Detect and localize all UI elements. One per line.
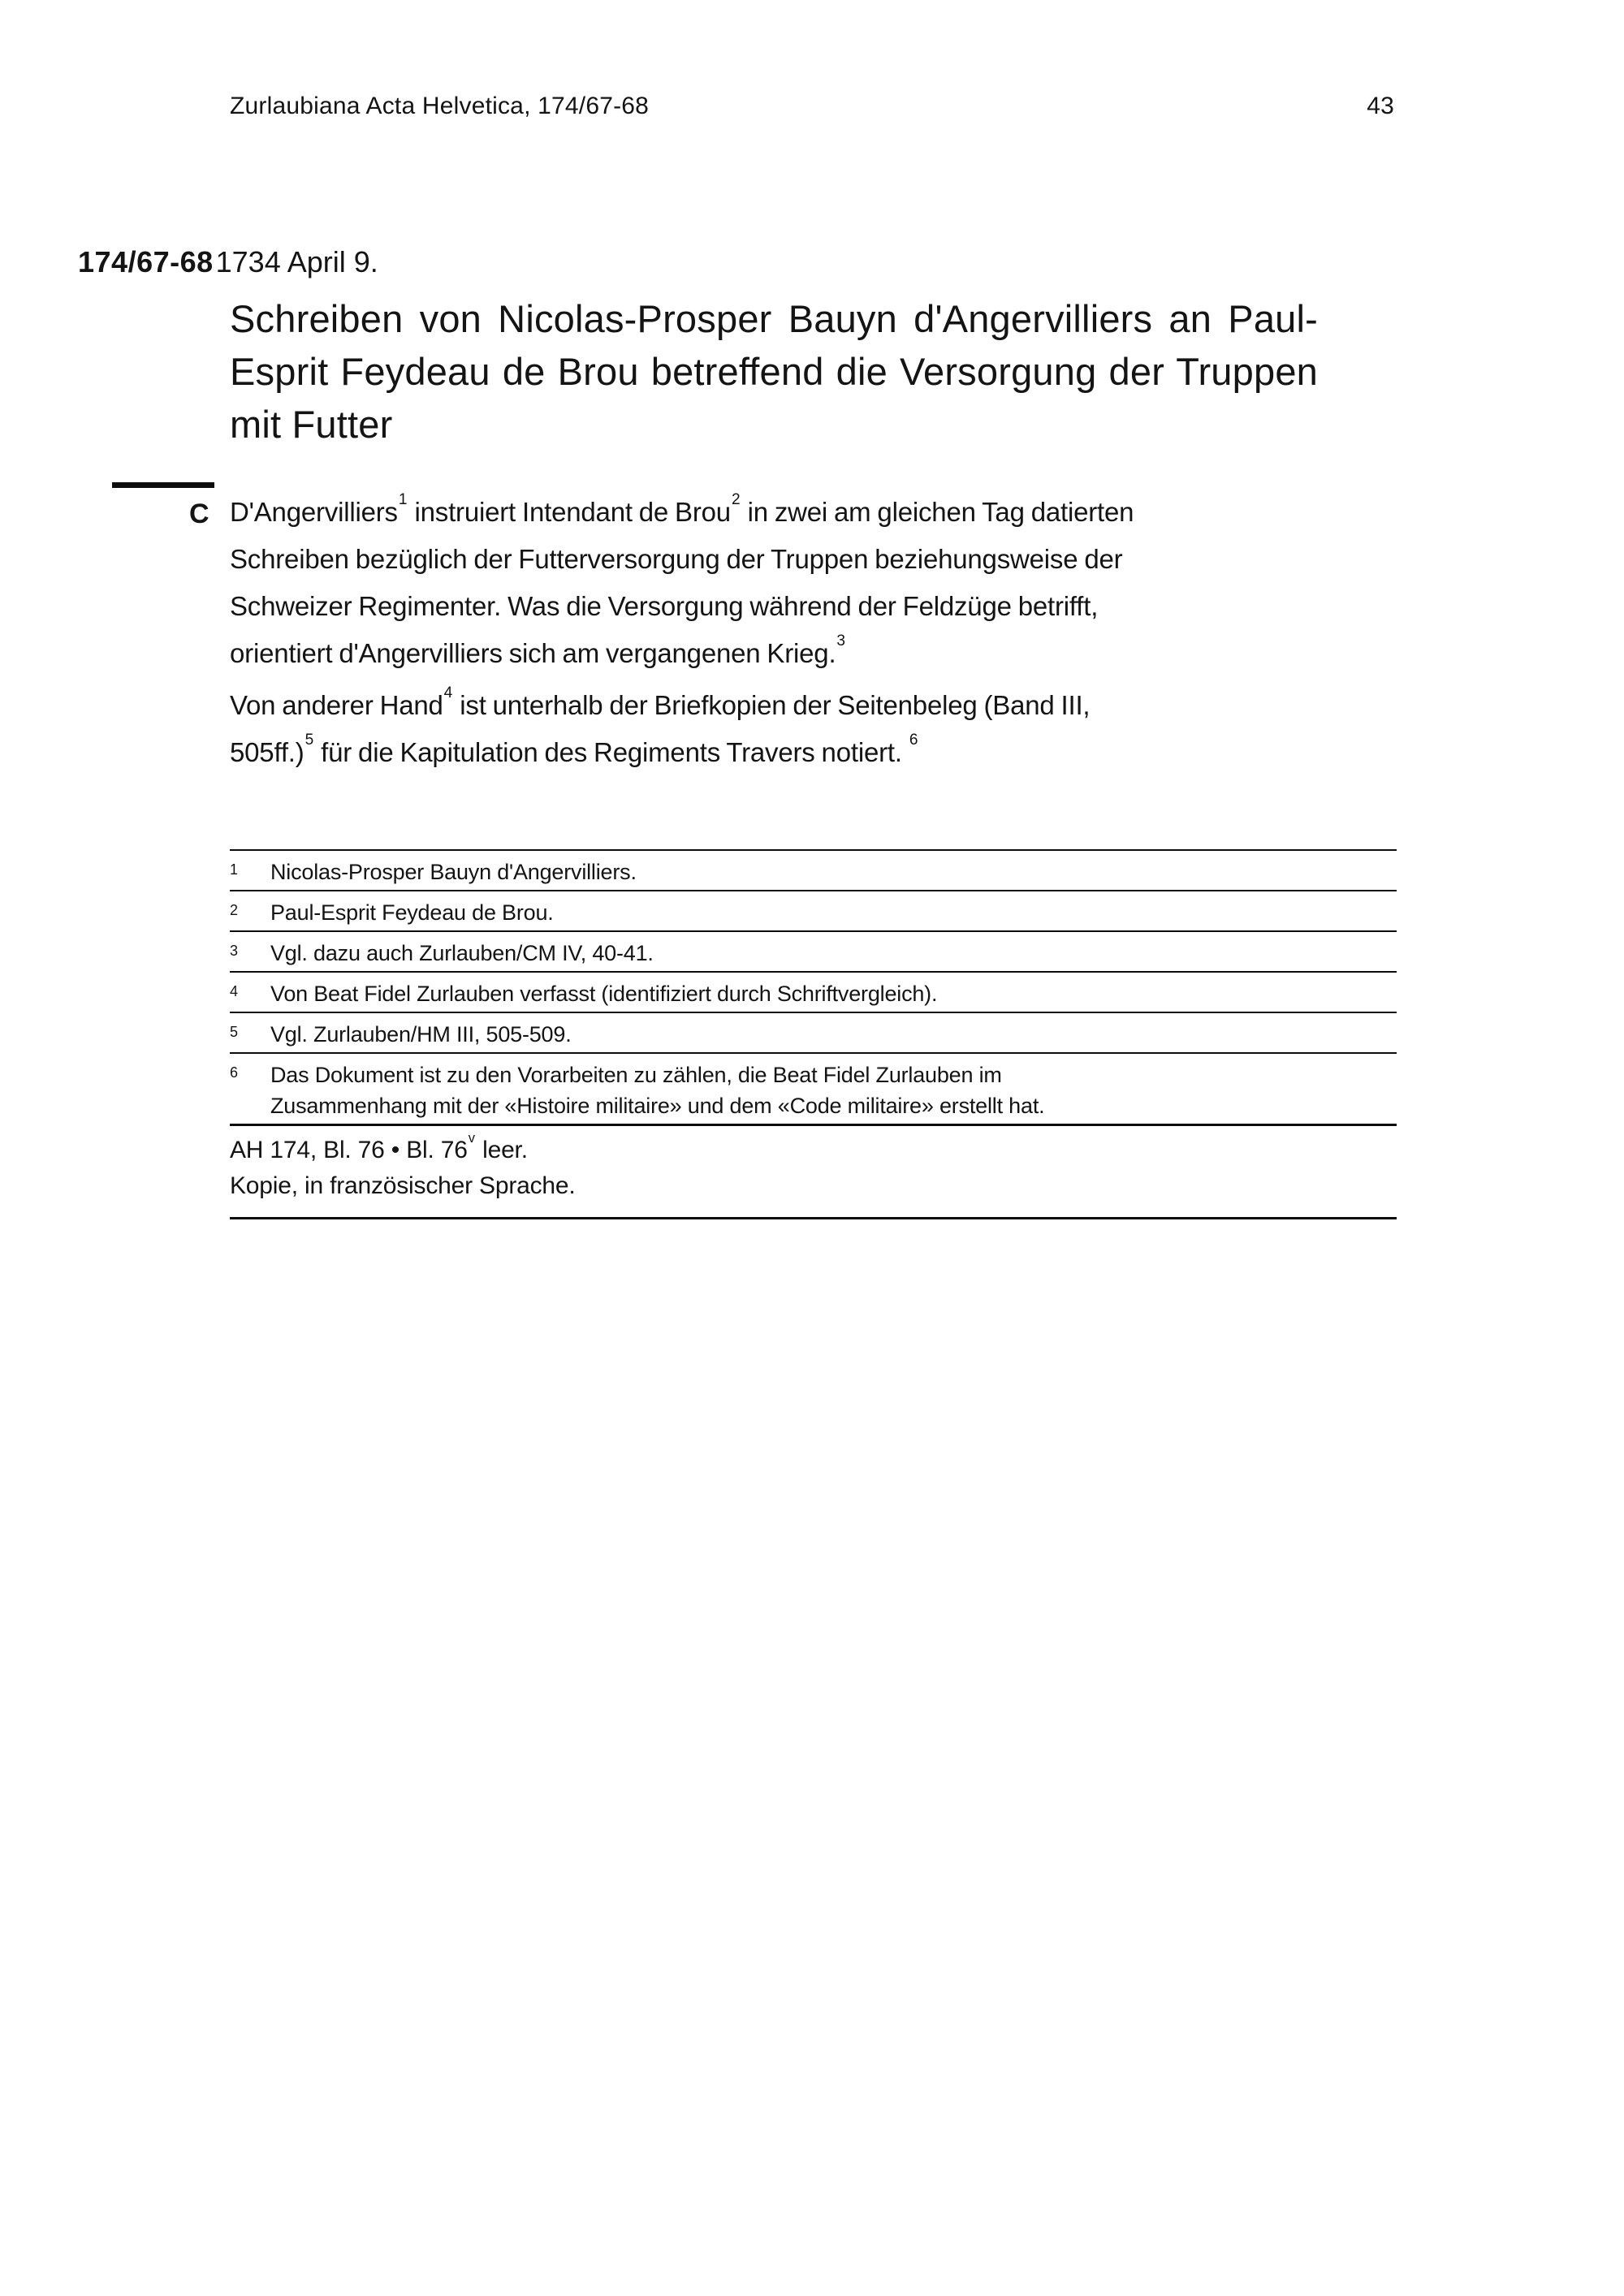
regest-paragraph bbox=[230, 489, 1383, 677]
text-line: Von anderer Hand$^4$ ist unterhalb der Briefkopien der Seitenbeleg (Band III, bbox=[230, 684, 1091, 720]
notes-section bbox=[230, 849, 1397, 1219]
text-line: 505ff.)$^5$ für die Kapitulation des Regiments Travers notiert. $^6$ bbox=[230, 731, 918, 767]
section-rule-bar bbox=[112, 482, 214, 488]
entry-title-line: Esprit Feydeau de Brou betreffend die Versorgung der Truppen bbox=[230, 350, 1318, 393]
footnote-text bbox=[270, 857, 1397, 887]
footnote-ref: 3 bbox=[836, 632, 846, 650]
footnote-text-line: Das Dokument ist zu den Vorarbeiten zu zählen, die Beat Fidel Zurlauben im bbox=[270, 1063, 1002, 1087]
entry-date: 1734 April 9. bbox=[215, 245, 378, 278]
footnote-number: 4 bbox=[230, 983, 238, 999]
footnote-text bbox=[270, 1060, 1397, 1121]
page-number: 43 bbox=[1367, 93, 1394, 119]
footnote-number: 3 bbox=[230, 943, 238, 959]
entry-heading bbox=[78, 245, 378, 279]
footnote-number: 2 bbox=[230, 902, 238, 918]
footnote-text-line: Nicolas-Prosper Bauyn d'Angervilliers. bbox=[270, 860, 637, 884]
footnote-row bbox=[230, 1052, 1397, 1124]
text-line: Schreiben bezüglich der Futterversorgung der Truppen beziehungsweise der bbox=[230, 544, 1123, 574]
footnote-ref: 1 bbox=[398, 490, 408, 508]
source-language-line: Kopie, in französischer Sprache. bbox=[230, 1172, 576, 1199]
footnote-text-line: Zusammenhang mit der «Histoire militaire» und dem «Code militaire» erstellt hat. bbox=[270, 1094, 1045, 1118]
footnote-row bbox=[230, 1012, 1397, 1052]
footnote-text bbox=[270, 938, 1397, 969]
footnote-row bbox=[230, 849, 1397, 890]
source-note bbox=[230, 1124, 1397, 1219]
footnote-number: 5 bbox=[230, 1024, 238, 1040]
source-shelfmark-line: AH 174, Bl. 76 • Bl. 76$^v$ leer. bbox=[230, 1130, 528, 1163]
footnote-number: 6 bbox=[230, 1064, 238, 1081]
regest-marker: C bbox=[189, 498, 209, 529]
entry-title bbox=[230, 292, 1318, 451]
footnote-text bbox=[270, 978, 1397, 1009]
text-line: orientiert d'Angervilliers sich am vergangenen Krieg.$^3$ bbox=[230, 632, 846, 668]
entry-title-line: mit Futter bbox=[230, 403, 393, 446]
footnote-text bbox=[270, 897, 1397, 928]
footnote-ref: 4 bbox=[443, 684, 453, 701]
regest-section bbox=[0, 482, 1624, 776]
footnote-ref: 2 bbox=[731, 490, 741, 508]
text-line: Schweizer Regimenter. Was die Versorgung während der Feldzüge betrifft, bbox=[230, 591, 1099, 621]
footnote-text-line: Von Beat Fidel Zurlauben verfasst (identifiziert durch Schriftvergleich). bbox=[270, 982, 938, 1006]
footnote-text-line: Vgl. dazu auch Zurlauben/CM IV, 40-41. bbox=[270, 941, 654, 965]
footnote-row bbox=[230, 971, 1397, 1012]
footnote-ref: 5 bbox=[304, 731, 314, 749]
footnote-text bbox=[270, 1019, 1397, 1050]
footnote-row bbox=[230, 930, 1397, 971]
running-title: Zurlaubiana Acta Helvetica, 174/67-68 bbox=[230, 93, 650, 119]
footnote-row bbox=[230, 890, 1397, 930]
footnote-number: 1 bbox=[230, 861, 238, 878]
entry-id: 174/67-68 bbox=[78, 245, 214, 278]
text-line: D'Angervilliers$^1$ instruiert Intendant de Brou$^2$ in zwei am gleichen Tag datierten bbox=[230, 490, 1134, 527]
regest-paragraphs bbox=[230, 482, 1383, 776]
entry-title-line: Schreiben von Nicolas-Prosper Bauyn d'Angervilliers an Paul- bbox=[230, 297, 1318, 340]
footnote-text-line: Paul-Esprit Feydeau de Brou. bbox=[270, 900, 554, 925]
footnote-text-line: Vgl. Zurlauben/HM III, 505-509. bbox=[270, 1022, 572, 1047]
footnotes-table bbox=[230, 849, 1397, 1124]
footnote-ref: v bbox=[468, 1130, 475, 1146]
page-header bbox=[230, 93, 1394, 120]
regest-paragraph bbox=[230, 682, 1383, 776]
footnote-ref: 6 bbox=[909, 731, 918, 749]
